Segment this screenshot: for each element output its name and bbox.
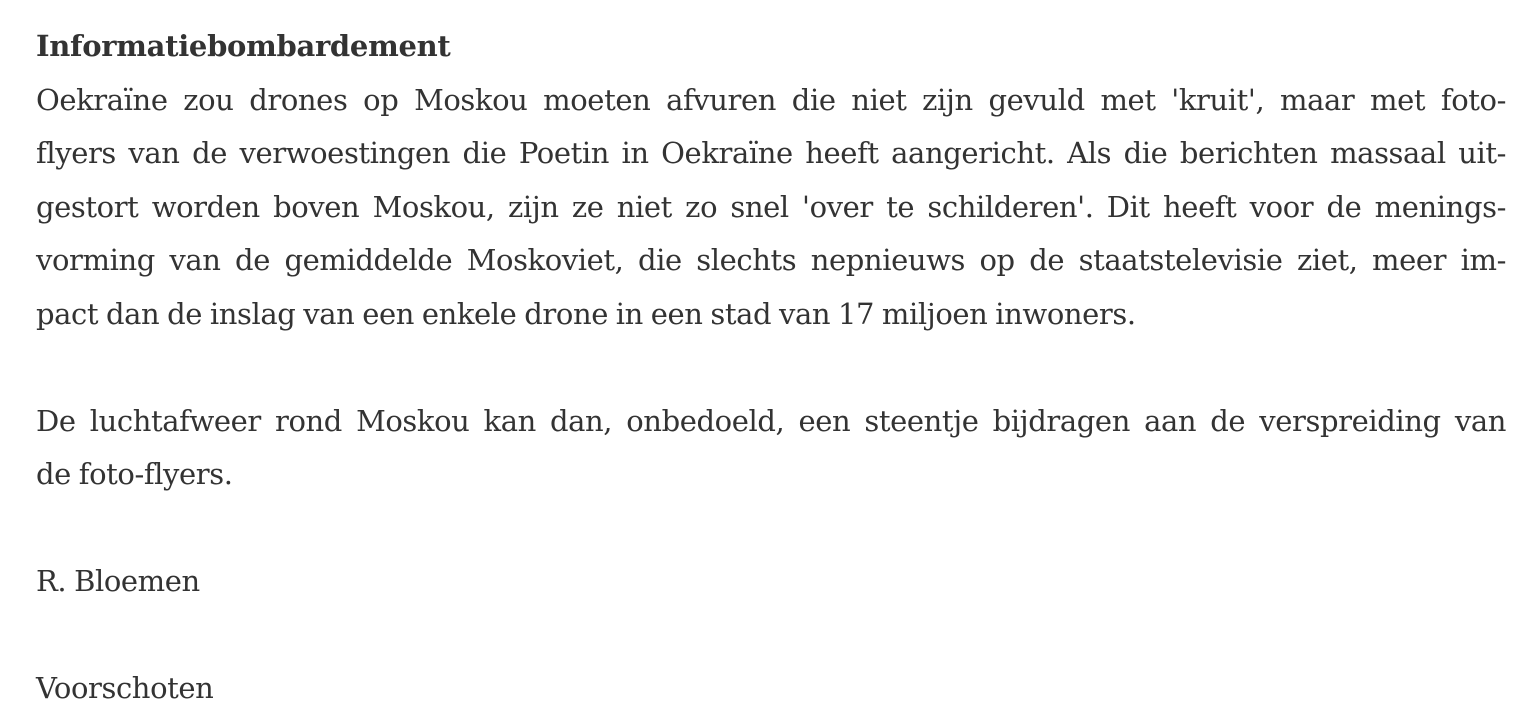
paragraph-1-line: gestort worden boven Moskou, zijn ze niet zo snel 'over te schilderen'. Dit heeft voor de menings-	[36, 189, 1506, 224]
paragraph-1-line: pact dan de inslag van een enkele drone in een stad van 17 miljoen inwoners.	[36, 296, 1136, 331]
letter-author: R. Bloemen	[36, 564, 200, 598]
paragraph-1-line: flyers van de verwoestingen die Poetin in Oekraïne heeft aangericht. Als die berichten massaal uit-	[36, 136, 1506, 170]
letter-paragraph-2	[36, 395, 1506, 502]
reader-letter	[36, 20, 1506, 716]
paragraph-1-line: Oekraïne zou drones op Moskou moeten afvuren die niet zijn gevuld met 'kruit', maar met foto-	[36, 82, 1506, 117]
letter-location: Voorschoten	[36, 671, 214, 705]
paragraph-2-line: de foto-flyers.	[36, 457, 233, 491]
letter-title: Informatiebombardement	[36, 29, 451, 63]
paragraph-1-line: vorming van de gemiddelde Moskoviet, die slechts nepnieuws op de staatstelevisie ziet, meer im-	[36, 243, 1506, 277]
paragraph-2-line: De luchtafweer rond Moskou kan dan, onbedoeld, een steentje bijdragen aan de verspreiding van	[36, 403, 1506, 438]
letter-paragraph-1	[36, 74, 1506, 342]
paragraph-spacer	[36, 609, 1506, 663]
paragraph-spacer	[36, 502, 1506, 556]
paragraph-spacer	[36, 341, 1506, 395]
